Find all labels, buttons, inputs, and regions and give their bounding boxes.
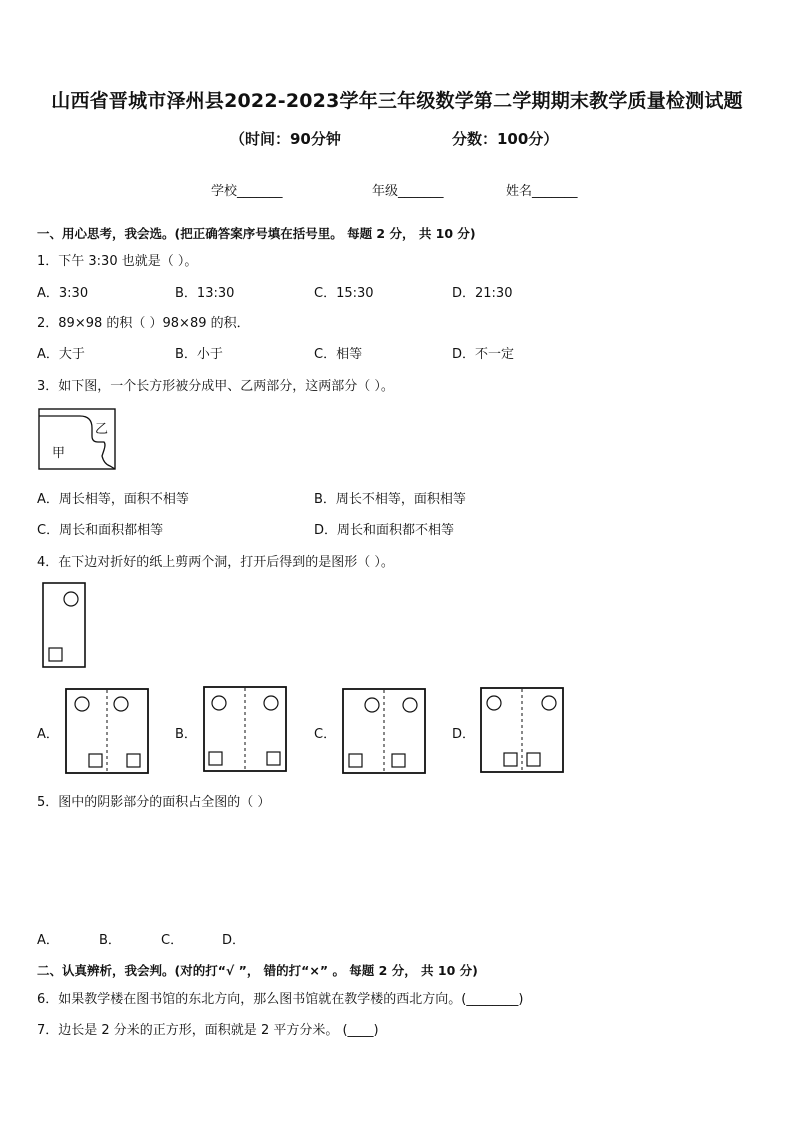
question-2: 2．89×98 的积（ ）98×89 的积．: [37, 316, 250, 331]
q3-option-a: A．周长相等，面积不相等: [37, 492, 189, 507]
q3-option-d: D．周长和面积都不相等: [314, 523, 455, 538]
q1-option-c: C．15:30: [314, 286, 374, 301]
q2-option-a: A．大于: [37, 347, 85, 362]
q4-option-a-figure: [65, 688, 149, 774]
q2-option-d: D．不一定: [452, 347, 515, 362]
q4-folded-paper-figure: [42, 582, 86, 668]
school-field: 学校_______: [211, 184, 283, 199]
q1-option-b: B．13:30: [175, 286, 235, 301]
question-1: 1．下午 3:30 也就是（ ）。: [37, 254, 198, 269]
question-4: 4．在下边对折好的纸上剪两个洞，打开后得到的是图形（ ）。: [37, 555, 394, 570]
q2-option-c: C．相等: [314, 347, 363, 362]
q3-option-b: B．周长不相等，面积相等: [314, 492, 466, 507]
q1-option-d: D．21:30: [452, 286, 513, 301]
q4-option-c-figure: [342, 688, 426, 774]
q4-option-a: A．: [37, 727, 59, 742]
question-6: 6．如果教学楼在图书馆的东北方向，那么图书馆就在教学楼的西北方向。(________): [37, 992, 524, 1007]
q3-label-jia: 甲: [52, 446, 66, 461]
page-title: 山西省晋城市泽州县2022-2023学年三年级数学第二学期期末教学质量检测试题: [51, 90, 743, 112]
section2-heading: 二、认真辨析，我会判。(对的打“√ ”， 错的打“×” 。 每题 2 分， 共 10 分): [37, 963, 478, 978]
name-field: 姓名_______: [506, 184, 578, 199]
exam-time: （时间：90分钟: [230, 130, 341, 148]
q5-option-d: D．: [222, 933, 246, 948]
exam-score: 分数：100分）: [452, 130, 559, 148]
q4-option-b: B．: [175, 727, 197, 742]
question-5: 5．图中的阴影部分的面积占全图的（ ）: [37, 795, 271, 810]
q1-option-a: A．3:30: [37, 286, 89, 301]
q4-option-d: D．: [452, 727, 476, 742]
question-3: 3．如下图，一个长方形被分成甲、乙两部分，这两部分（ ）。: [37, 379, 394, 394]
q3-option-c: C．周长和面积都相等: [37, 523, 164, 538]
q5-option-b: B．: [99, 933, 121, 948]
q4-option-b-figure: [203, 686, 287, 772]
q5-option-c: C．: [161, 933, 184, 948]
q2-option-b: B．小于: [175, 347, 223, 362]
q3-label-yi: 乙: [95, 422, 109, 437]
question-7: 7．边长是 2 分米的正方形，面积就是 2 平方分米。 (____): [37, 1023, 379, 1038]
q5-option-a: A．: [37, 933, 59, 948]
grade-field: 年级_______: [372, 184, 444, 199]
q4-option-c: C．: [314, 727, 337, 742]
section1-heading: 一、用心思考，我会选。(把正确答案序号填在括号里。 每题 2 分， 共 10 分): [37, 226, 476, 241]
q4-option-d-figure: [480, 687, 564, 773]
